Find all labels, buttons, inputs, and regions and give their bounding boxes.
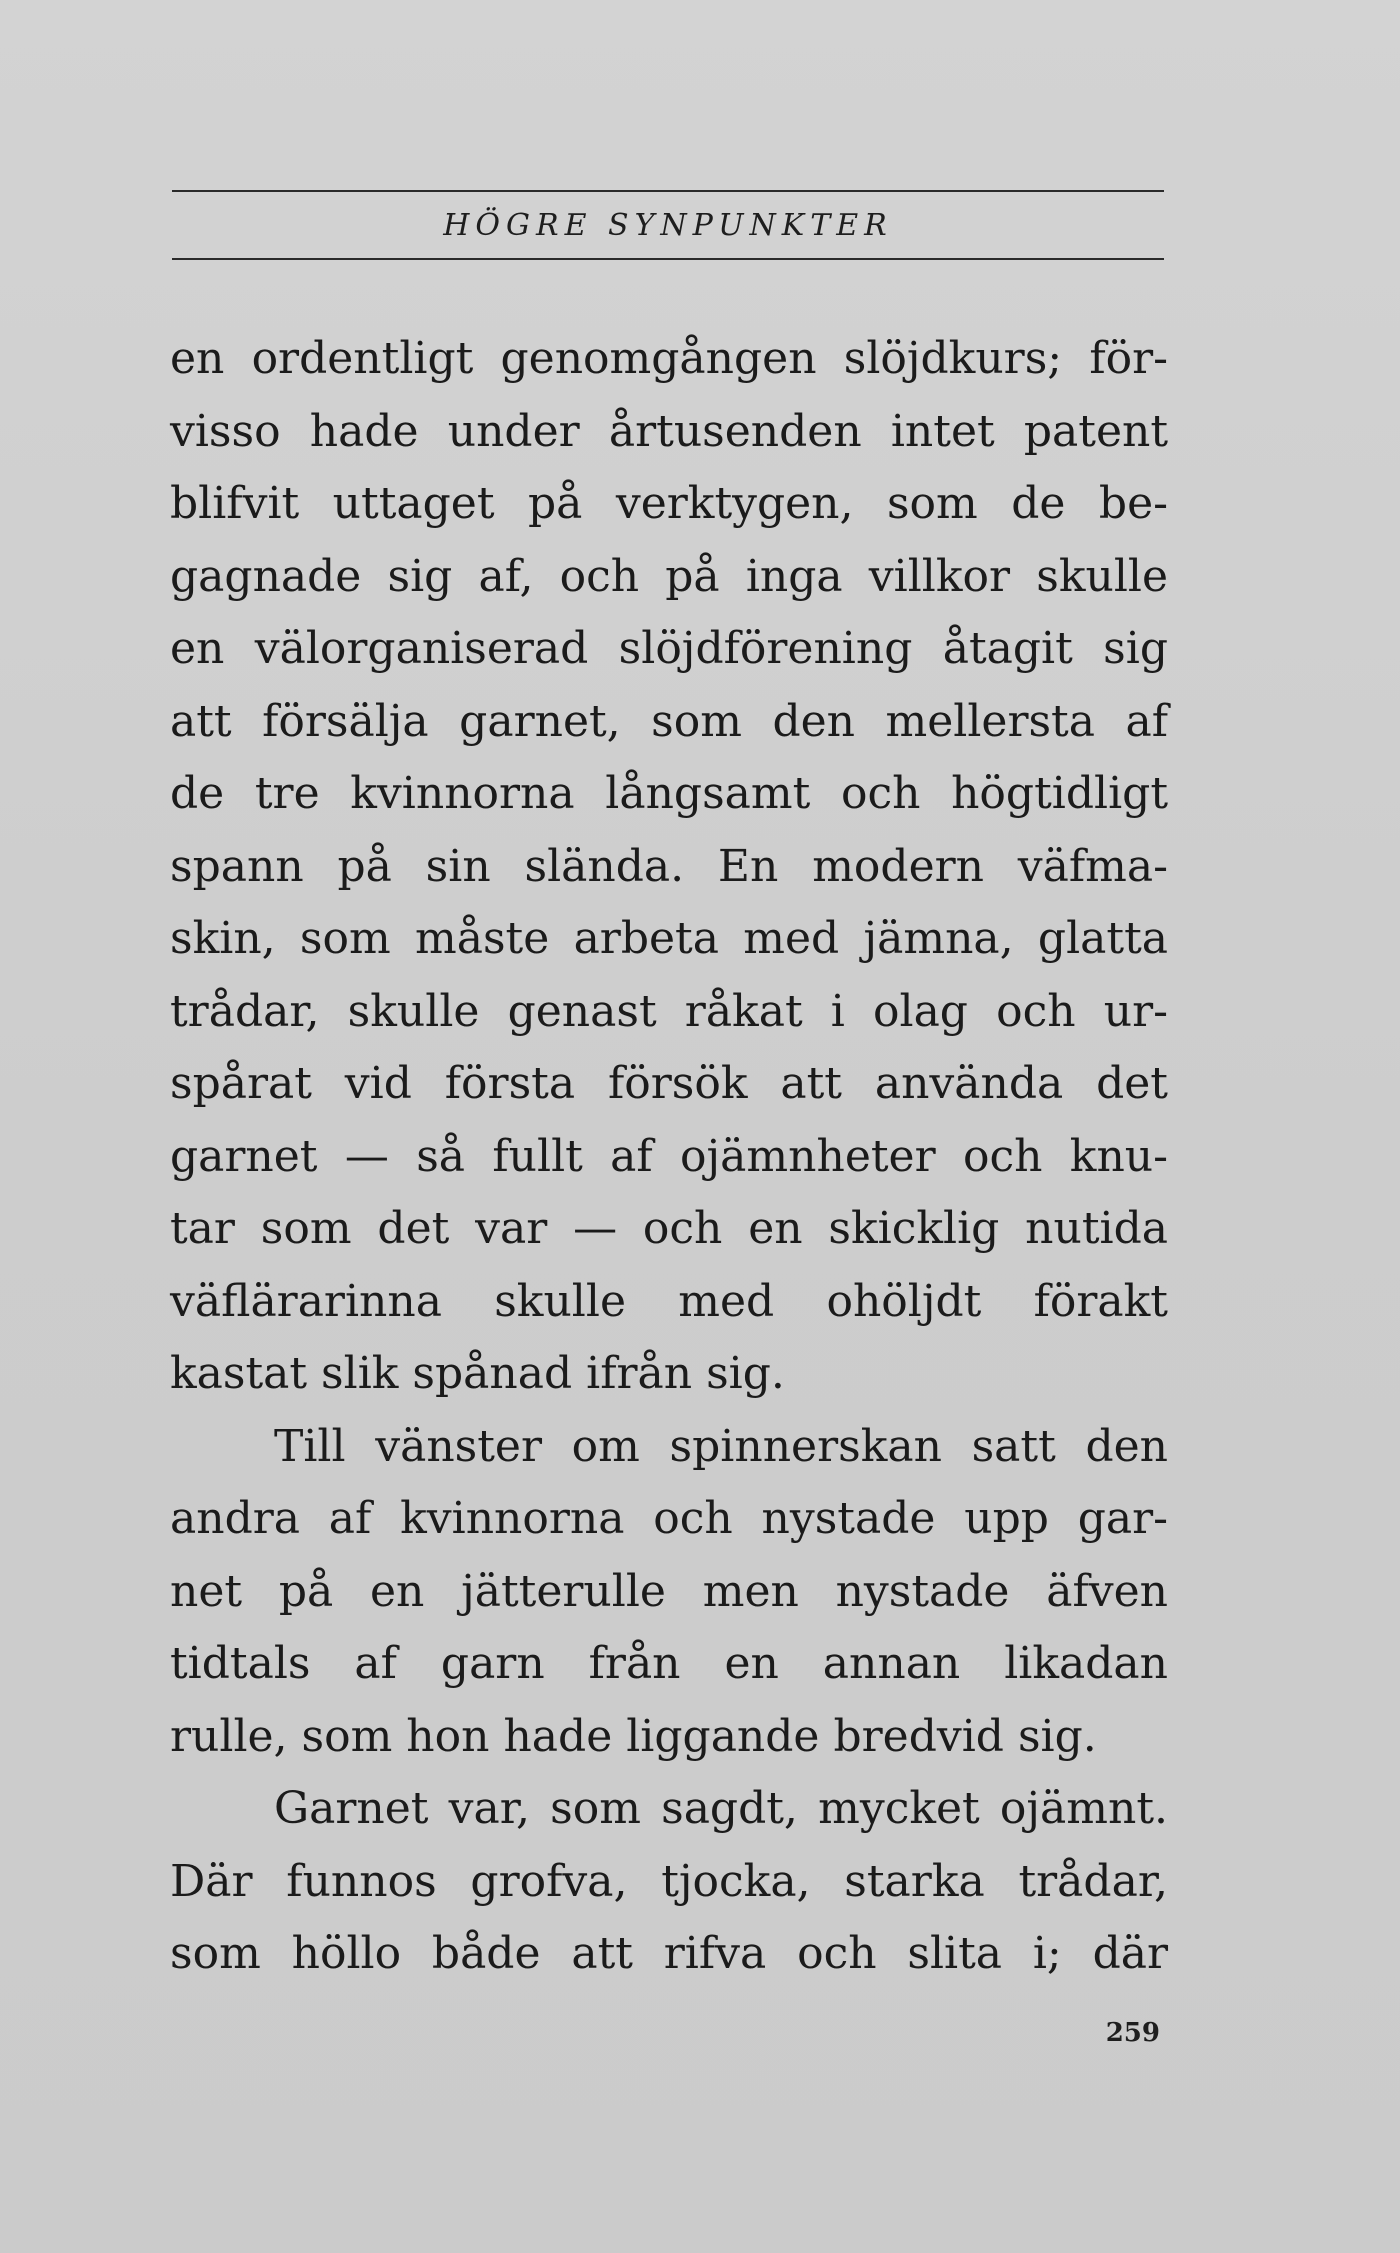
text-line: spårat vid första försök att använda det [170,1058,1168,1109]
text-line: kastat slik spånad ifrån sig. [170,1348,785,1399]
text-line: blifvit uttaget på verktygen, som de be- [170,478,1168,529]
text-line: tar som det var — och en skicklig nutida [170,1203,1168,1254]
text-line: visso hade under årtusenden intet patent [170,405,1168,457]
text-line: en ordentligt genomgången slöjdkurs; för- [170,333,1168,384]
text-line: väflärarinna skulle med ohöljdt förakt [170,1275,1168,1327]
text-line: en välorganiserad slöjdförening åtagit sig [170,623,1168,674]
text-line: garnet — så fullt af ojämnheter och knu- [170,1130,1168,1182]
text-line: trådar, skulle genast råkat i olag och ur- [170,985,1168,1037]
text-line: rulle, som hon hade liggande bredvid sig. [170,1710,1097,1762]
text-line: net på en jätterulle men nystade äfven [170,1565,1168,1617]
text-line: Garnet var, som sagdt, mycket ojämnt. [274,1783,1168,1834]
body-text [170,323,1168,1991]
text-line: tidtals af garn från en annan likadan [170,1638,1168,1689]
header-bottom-rule [172,258,1164,260]
text-line: Där funnos grofva, tjocka, starka trådar, [170,1855,1168,1907]
running-head: HÖGRE SYNPUNKTER [443,208,893,243]
text-line: gagnade sig af, och på inga villkor skulle [170,550,1168,602]
text-line: andra af kvinnorna och nystade upp gar- [170,1493,1168,1544]
page-number: 259 [1105,2018,1160,2048]
text-line: de tre kvinnorna långsamt och högtidligt [170,768,1168,819]
text-line: skin, som måste arbeta med jämna, glatta [170,913,1168,964]
text-line: Till vänster om spinnerskan satt den [274,1420,1168,1472]
text-line: att försälja garnet, som den mellersta af [170,695,1168,747]
text-line: som höllo både att rifva och slita i; där [170,1928,1168,1979]
text-line: spann på sin slända. En modern väfma- [170,840,1168,892]
page-header [172,190,1164,260]
header-top-rule [172,190,1164,192]
